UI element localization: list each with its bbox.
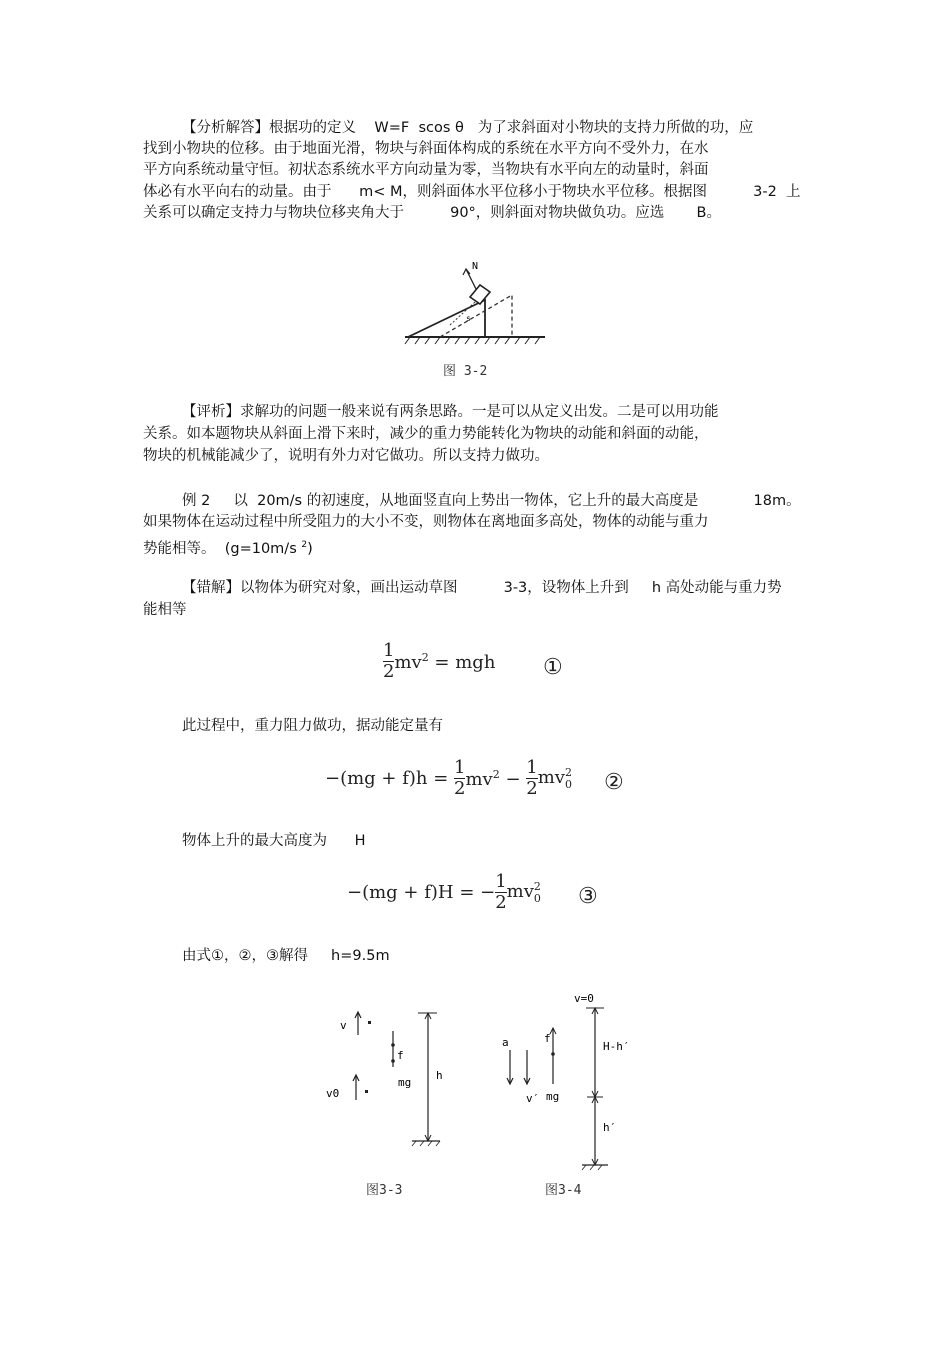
figure-3-3	[320, 1005, 460, 1195]
wrong-line-2: 能相等	[143, 602, 187, 618]
analysis-line-2: 找到小物块的位移。由于地面光滑，物块与斜面体构成的系统在水平方向不受外力，在水	[143, 141, 709, 157]
figure-3-4-caption: 图3-4	[545, 1183, 582, 1198]
equation-2-number: ②	[604, 770, 624, 795]
gravity-label-3: mg	[398, 1076, 412, 1089]
upper-height-label: H-h′	[603, 1040, 630, 1053]
comment-line-3: 物块的机械能减少了，说明有外力对它做功。所以支持力做功。	[143, 448, 549, 464]
figure-3-4	[490, 988, 670, 1193]
equation-3-number: ③	[578, 884, 598, 909]
wrong-text-3: 物体上升的最大高度为 H	[182, 833, 366, 849]
equation-2: −(mg + f)h = $\frac{1}{2}$ $mv^2$ − $\frac{1}{2}$ $mv^2_0$	[325, 757, 572, 799]
example-line-1: 例 2 以 20m/s 的初速度，从地面竖直向上势出一物体，它上升的最大高度是 18m。	[182, 493, 801, 509]
equation-1-number: ①	[543, 655, 563, 680]
figure-3-3-caption: 图3-3	[366, 1183, 403, 1198]
equation-1: $\frac{1}{2}$ $mv^2$ = mgh	[383, 640, 496, 682]
figure-3-2-caption: 图 3-2	[443, 364, 488, 379]
svg-text:s: s	[466, 314, 471, 323]
wrong-line-1: 【错解】以物体为研究对象，画出运动草图 3-3，设物体上升到 h 高处动能与重力势	[182, 580, 782, 596]
wrong-text-2: 此过程中，重力阻力做功，据动能定量有	[182, 718, 443, 734]
analysis-line-3: 平方向系统动量守恒。初状态系统水平方向动量为零，当物块有水平向左的动量时，斜面	[143, 162, 709, 178]
lower-height-label: h′	[603, 1121, 617, 1134]
gravity-label-4: mg	[546, 1090, 560, 1103]
analysis-line-4: 体必有水平向右的动量。由于 m< M，则斜面体水平位移小于物块水平位移。根据图 3-2 上	[143, 184, 801, 200]
equation-3: −(mg + f)H = − $\frac{1}{2}$ $mv^2_0$	[347, 871, 541, 913]
comment-line-2: 关系。如本题物块从斜面上滑下来时，减少的重力势能转化为物块的动能和斜面的动能，	[143, 426, 709, 442]
normal-force-label: N	[472, 261, 479, 272]
acceleration-label: a	[502, 1036, 509, 1049]
v-zero-label: v=0	[574, 992, 594, 1005]
friction-label-3: f	[397, 1049, 404, 1062]
height-h-label: h	[436, 1069, 443, 1082]
comment-line-1: 【评析】求解功的问题一般来说有两条思路。一是可以从定义出发。二是可以用功能	[182, 404, 719, 420]
v0-label: v0	[326, 1087, 340, 1100]
v-label: v	[340, 1019, 347, 1032]
wrong-text-4: 由式①，②，③解得 h=9.5m	[182, 948, 390, 964]
example-line-3: 势能相等。 (g=10m/s $^2$)	[143, 540, 313, 557]
friction-label-4: f	[544, 1032, 551, 1045]
analysis-line-5: 关系可以确定支持力与物块位移夹角大于 90°，则斜面对物块做负功。应选 B。	[143, 205, 722, 221]
v-prime-label: v′	[526, 1092, 540, 1105]
analysis-line-1: 【分析解答】根据功的定义 W=F scos θ 为了求斜面对小物块的支持力所做的功，应	[182, 120, 754, 136]
example-line-2: 如果物体在运动过程中所受阻力的大小不变，则物体在离地面多高处，物体的动能与重力	[143, 514, 709, 530]
